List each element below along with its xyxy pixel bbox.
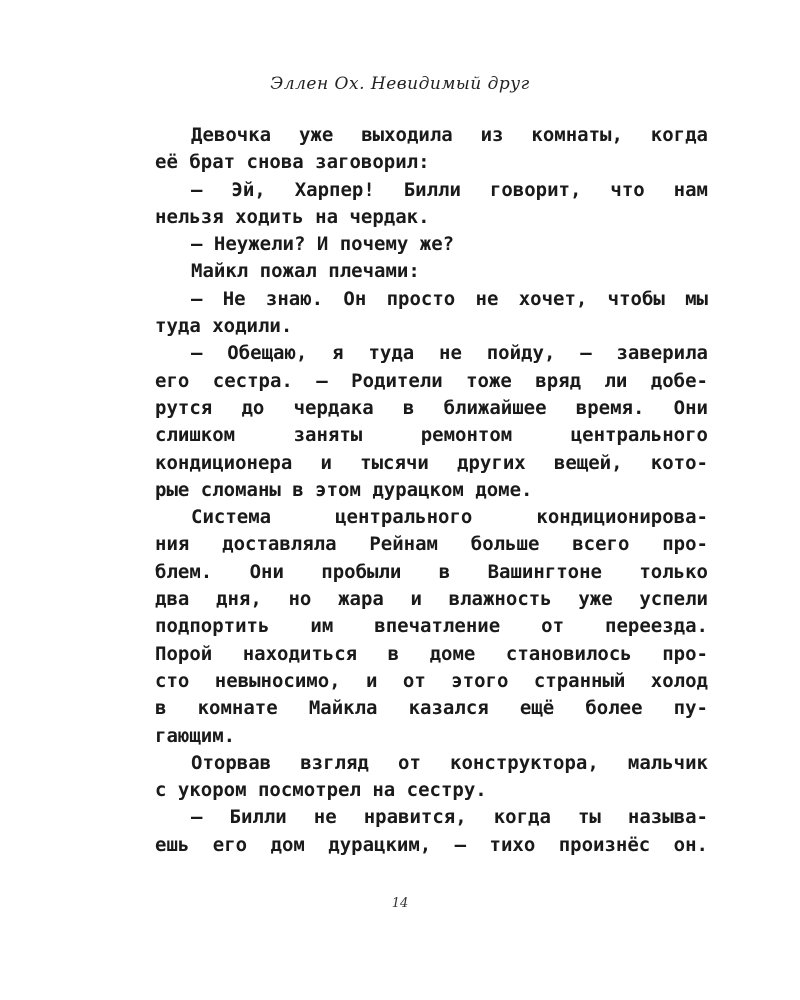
text-line: подпортить им впечатление от переезда. — [155, 615, 708, 638]
text-line: — Билли не нравится, когда ты называ- — [191, 806, 708, 829]
text-line: слишком заняты ремонтом центрального — [155, 424, 708, 447]
text-line: рутся до чердака в ближайшее время. Они — [155, 396, 708, 419]
text-line: Система центрального кондиционирова- — [191, 506, 708, 529]
text-line: Девочка уже выходила из комнаты, когда — [191, 124, 708, 146]
text-line: её брат снова заговорил: — [155, 151, 430, 174]
running-head-title: Эллен Ох. Невидимый друг — [270, 74, 530, 94]
text-line: в комнате Майкла казался ещё более пу- — [155, 697, 708, 720]
text-line: нельзя ходить на чердак. — [155, 205, 430, 228]
text-line: два дня, но жара и влажность уже успели — [155, 588, 708, 611]
text-line: гающим. — [155, 724, 236, 747]
text-line: Майкл пожал плечами: — [191, 260, 420, 283]
text-line: туда ходили. — [155, 315, 293, 338]
text-line: Порой находиться в доме становилось про- — [155, 642, 708, 665]
text-line: — Эй, Харпер! Билли говорит, что нам — [191, 178, 708, 201]
page-number: 14 — [391, 896, 409, 911]
text-line: блем. Они пробыли в Вашингтоне только — [155, 560, 708, 583]
text-line: кондиционера и тысячи других вещей, кото- — [155, 451, 708, 474]
text-line: — Не знаю. Он просто не хочет, чтобы мы — [191, 287, 708, 310]
text-line: его сестра. — Родители тоже вряд ли добе- — [155, 369, 708, 392]
text-line: с укором посмотрел на сестру. — [155, 779, 487, 802]
text-line: сто невыносимо, и от этого странный холод — [155, 669, 708, 692]
text-line: — Обещаю, я туда не пойду, — заверила — [191, 342, 708, 365]
text-line: ешь его дом дурацким, — тихо произнёс он. — [155, 833, 708, 856]
body-text — [155, 122, 708, 859]
text-line: Оторвав взгляд от конструктора, мальчик — [191, 751, 708, 774]
text-line: рые сломаны в этом дурацком доме. — [155, 478, 533, 501]
text-line: — Неужели? И почему же? — [191, 233, 455, 256]
text-line: ния доставляла Рейнам больше всего про- — [155, 533, 708, 556]
